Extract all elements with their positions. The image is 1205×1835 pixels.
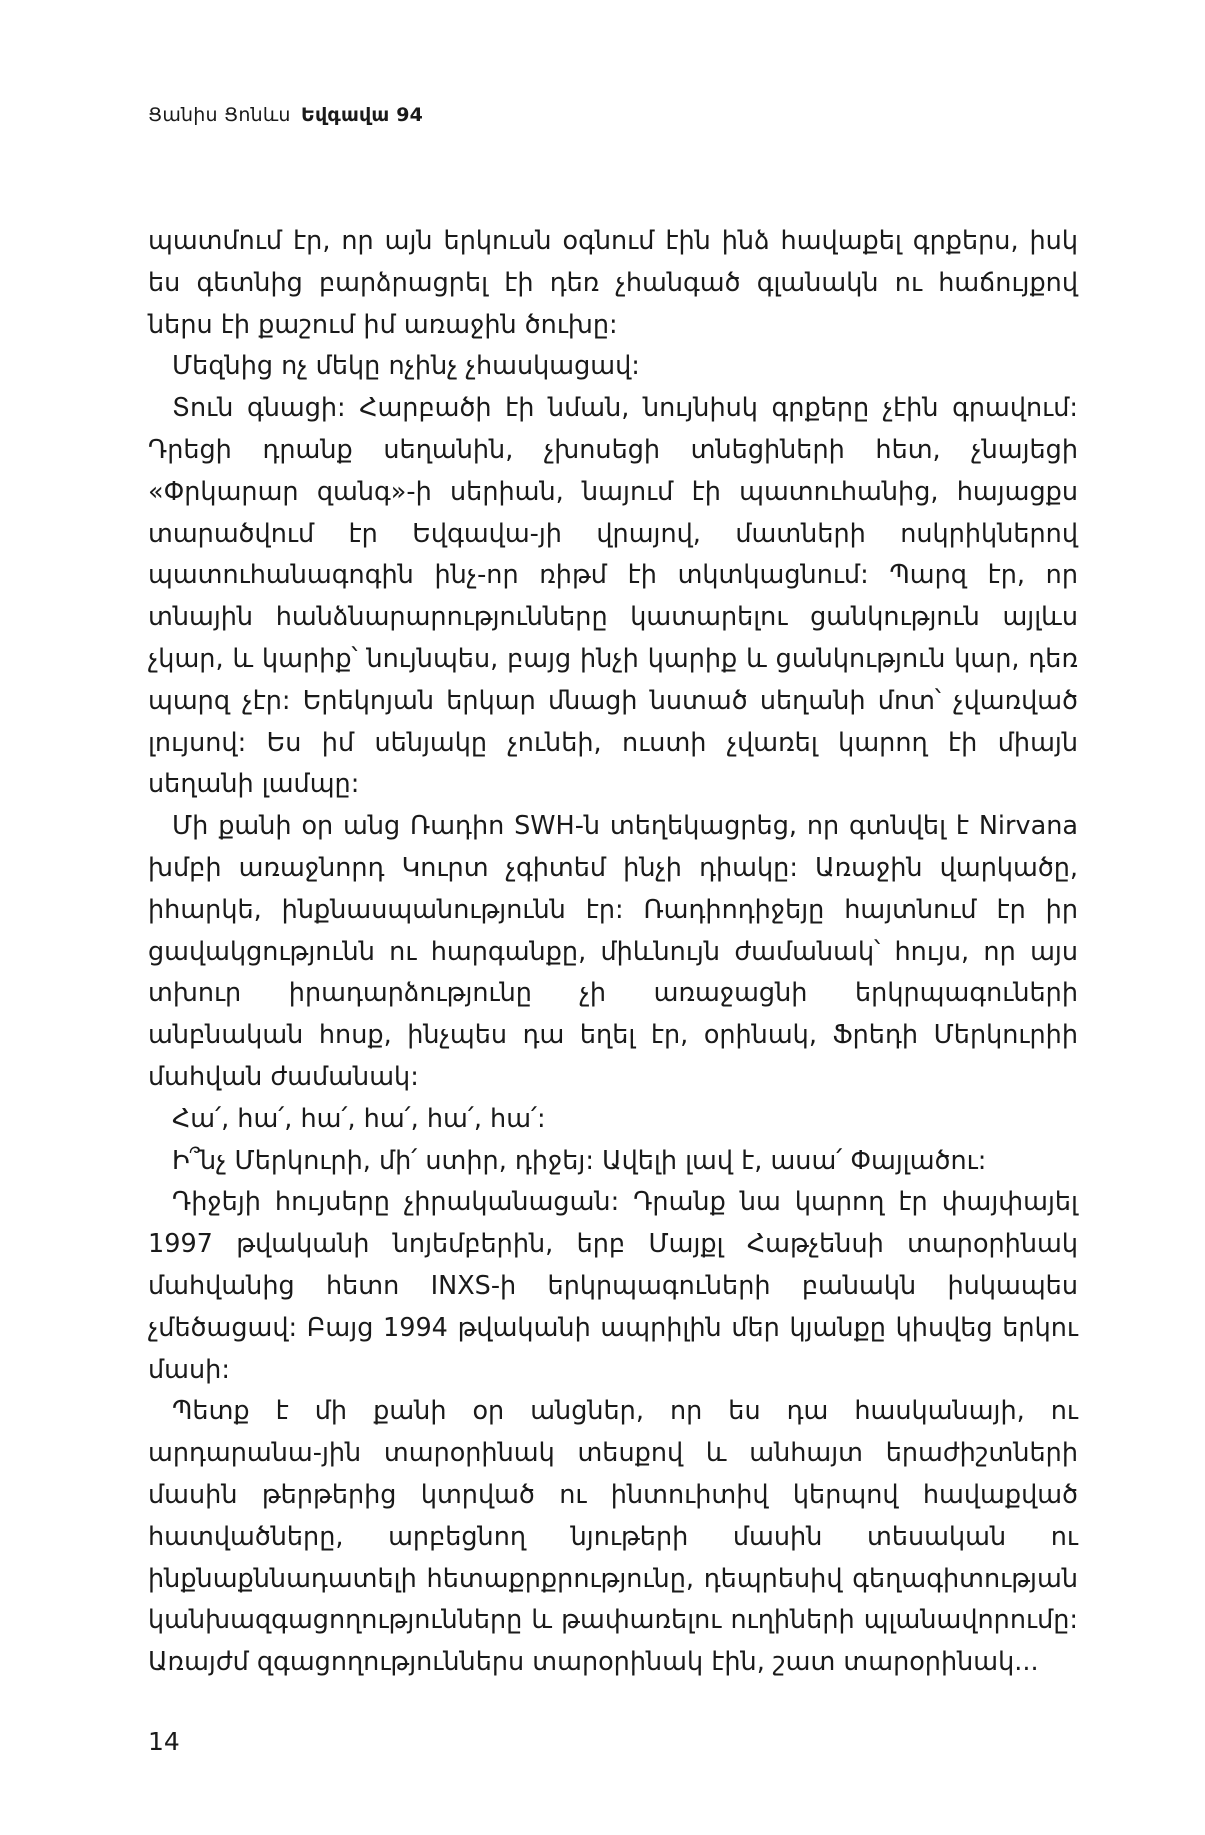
paragraph: Ի՞նչ Մերկուրի, մի՛ ստիր, դիջեյ: Ավելի լավ է, ասա՛ Փայլածու:: [172, 1145, 987, 1176]
paragraph: Պետք է մի քանի օր անցներ, որ ես դա հասկանայի, ու արդարանա-յին տարօրինակ տեսքով և անհայտ երաժիշտների մասին թերթերից կտրված ու ինտուիտիվ կերպով հավաքված հատվածները, արբեցնող նյութերի մասին տեսական ու ինքնաքննադատելի հետաքրքրությունը, դեպրեսիվ գեղագիտության կանխազգացողությունները և թափառելու ուղիների պլանավորումը: Առայժմ զգացողություններս տարօրինակ էին, շատ տարօրինակ...: [148, 1396, 1078, 1678]
paragraph: Մեզնից ոչ մեկը ոչինչ չհասկացավ:: [172, 351, 640, 382]
running-header: [148, 104, 423, 126]
paragraph: Դիջեյի հույսերը չիրականացան: Դրանք նա կարող էր փայփայել 1997 թվականի նոյեմբերին, երբ Մայքլ Հաթչենսի տարօրինակ մահվանից հետո INXS-ի երկրպագուների բանակն իսկապես չմեծացավ: Բայց 1994 թվականի ապրիլին մեր կյանքը կիսվեց երկու մասի:: [148, 1187, 1078, 1385]
paragraph: Հա՛, հա՛, հա՛, հա՛, հա՛, հա՛:: [172, 1103, 546, 1134]
paragraph: պատմում էր, որ այն երկուսն օգնում էին ինձ հավաքել գրքերս, իսկ ես գետնից բարձրացրել էի դեռ չհանգած գլանակն ու հաճույքով ներս էի քաշում իմ առաջին ծուխը:: [148, 226, 1078, 340]
header-author: Ցանիս Ցոնևս: [148, 104, 291, 126]
paragraph: Մի քանի օր անց Ռադիո SWH-ն տեղեկացրեց, որ գտնվել է Nirvana խմբի առաջնորդ Կուրտ չգիտեմ ինչի դիակը: Առաջին վարկածը, իհարկե, ինքնասպանությունն էր: Ռադիոդիջեյը հայտնում էր իր ցավակցությունն ու հարգանքը, միևնույն ժամանակ՝ հույս, որ այս տխուր իրադարձությունը չի առաջացնի երկրպագուների անբնական հոսք, ինչպես դա եղել էր, օրինակ, Ֆրեդի Մերկուրիի մահվան ժամանակ:: [148, 811, 1078, 1092]
body-text: [148, 221, 1078, 1684]
page-number: 14: [148, 1727, 180, 1756]
paragraph: Տուն գնացի: Հարբածի էի նման, նույնիսկ գրքերը չէին գրավում: Դրեցի դրանք սեղանին, չխոսեցի տնեցիների հետ, չնայեցի «Փրկարար զանգ»-ի սերիան, նայում էի պատուհանից, հայացքս տարածվում էր Եվգավա-յի վրայով, մատների ոսկրիկներով պատուհանագոգին ինչ-որ ռիթմ էի տկտկացնում: Պարզ էր, որ տնային հանձնարարությունները կատարելու ցանկություն այլևս չկար, և կարիք՝ նույնպես, բայց ինչի կարիք և ցանկություն կար, դեռ պարզ չէր: Երեկոյան երկար մնացի նստած սեղանի մոտ՝ չվառված լույսով: Ես իմ սենյակը չունեի, ուստի չվառել կարող էի միայն սեղանի լամպը:: [148, 393, 1078, 800]
header-book-title: Եվգավա 94: [300, 104, 424, 126]
